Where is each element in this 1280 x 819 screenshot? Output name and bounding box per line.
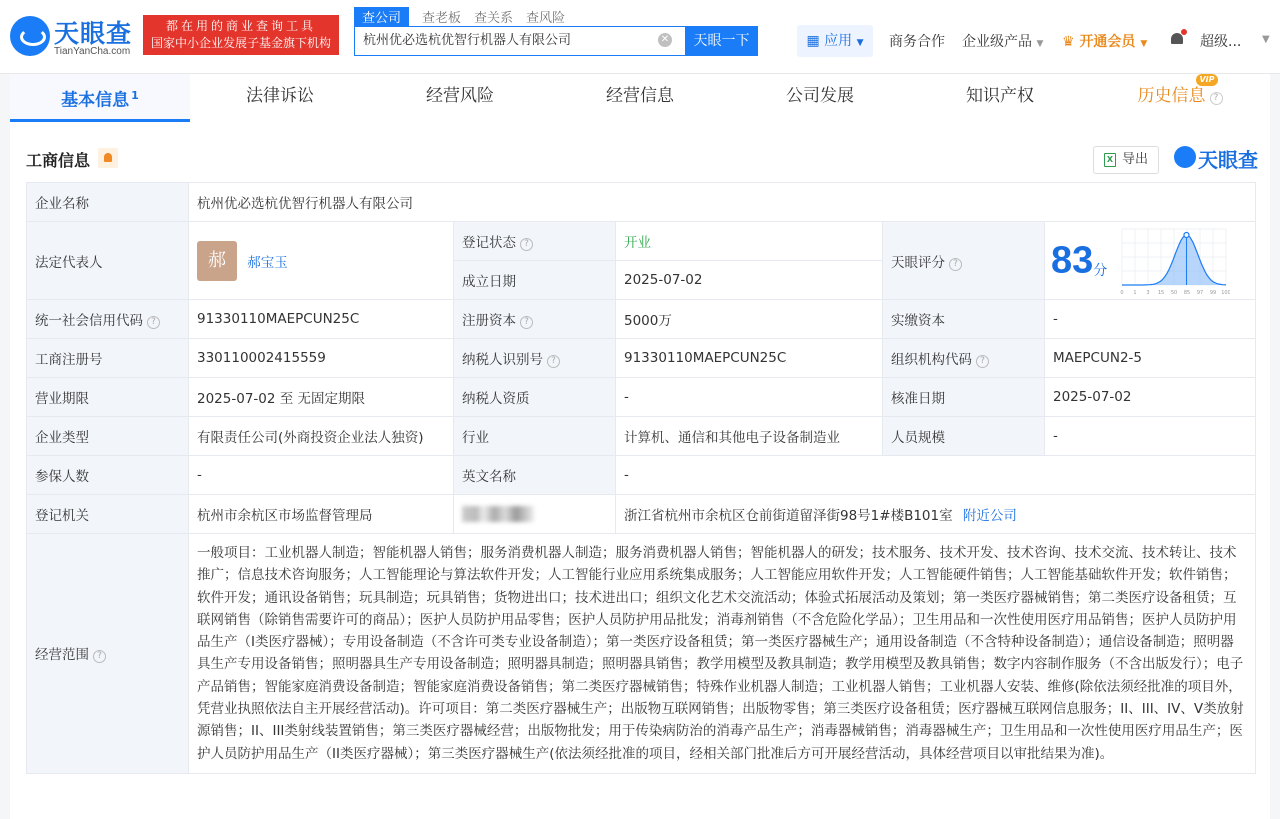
chart-tick-label: 1 [1132,289,1137,296]
excel-icon: X [1104,153,1116,167]
top-header [0,0,1280,74]
label-taxpayer-id [454,339,616,378]
grid-icon: ▦ [806,33,820,49]
help-icon[interactable]: ? [520,316,533,329]
caret-down-icon: ▼ [1036,39,1044,49]
caret-down-icon[interactable]: ▼ [1262,34,1270,45]
help-icon[interactable]: ? [520,238,533,251]
tab-label: 基本信息 [61,90,130,111]
label-staff: 人员规模 [883,417,1045,456]
value-authority: 杭州市余杭区市场监督管理局 [189,495,454,534]
label-term: 营业期限 [27,378,189,417]
notification-bell-icon[interactable] [1170,32,1184,46]
search-tab-company[interactable]: 查公司 [354,7,409,26]
value-reg-no: 330110002415559 [189,339,454,378]
label-en-name: 英文名称 [454,456,616,495]
legal-rep-avatar[interactable]: 郝 [197,241,237,281]
apps-menu-button[interactable] [797,25,873,57]
search-tab-boss[interactable]: 查老板 [422,11,462,26]
chart-tick-label: 3 [1145,289,1150,296]
business-info-table [26,182,1256,774]
value-legal-rep [189,222,454,300]
label-credit-code [27,300,189,339]
tab-development[interactable]: 公司发展 [786,86,854,106]
label-text: 注册资本 [462,313,516,329]
value-industry: 计算机、通信和其他电子设备制造业 [616,417,883,456]
label-legal-rep: 法定代表人 [27,222,189,300]
label-text: 纳税人识别号 [462,352,543,368]
export-button[interactable]: 导出 [1093,146,1159,174]
help-icon[interactable]: ? [949,258,962,271]
help-icon[interactable]: ? [93,650,106,663]
main-tabs [10,74,1270,122]
value-company-name: 杭州优必选杭优智行机器人有限公司 [189,183,1256,222]
value-term: 2025-07-02 至 无固定期限 [189,378,454,417]
nav-vip-label: 开通会员 [1079,34,1136,50]
crown-icon: ♛ [1062,34,1075,50]
nav-open-vip[interactable] [1062,31,1147,51]
slogan-line-2: 国家中小企业发展子基金旗下机构 [151,36,332,50]
caret-down-icon: ▼ [1140,39,1148,49]
tab-count: 1 [131,89,139,102]
site-logo[interactable] [10,16,140,58]
tab-risk[interactable]: 经营风险 [426,86,494,106]
blurred-label [462,506,534,522]
tab-legal[interactable]: 法律诉讼 [246,86,314,106]
nav-enterprise-label: 企业级产品 [962,34,1032,50]
value-org-code: MAEPCUN2-5 [1045,339,1256,378]
label-company-name: 企业名称 [27,183,189,222]
label-text: 经营范围 [35,647,89,664]
vip-badge: VIP [1196,74,1218,86]
slogan-banner [143,15,339,55]
legal-rep-link[interactable]: 郝宝玉 [247,254,288,271]
label-scope [27,534,189,774]
label-score [883,222,1045,300]
search-tab-risk[interactable]: 查风险 [526,11,566,26]
caret-down-icon: ▼ [856,38,864,48]
score-unit: 分 [1093,262,1108,279]
tab-operation[interactable]: 经营信息 [606,86,674,106]
label-paid-capital: 实缴资本 [883,300,1045,339]
address-text: 浙江省杭州市余杭区仓前街道留泽街98号1#楼B101室 [624,508,953,524]
nearby-companies-link[interactable]: 附近公司 [962,508,1017,524]
label-found-date: 成立日期 [454,261,616,300]
logo-eye-icon [10,16,50,56]
tab-label: 历史信息 [1137,86,1206,106]
value-paid-capital: - [1045,300,1256,339]
label-insured: 参保人数 [27,456,189,495]
label-text: 统一社会信用代码 [35,313,143,329]
value-taxpayer-id: 91330110MAEPCUN25C [616,339,883,378]
chart-score-marker [1184,232,1189,237]
chart-tick-label: 85 [1183,289,1190,296]
label-approve-date: 核准日期 [883,378,1045,417]
chart-tick-label: 50 [1170,289,1177,296]
value-staff: - [1045,417,1256,456]
value-address [616,495,1256,534]
value-reg-status: 开业 [616,222,883,261]
search-button[interactable]: 天眼一下 [685,26,758,56]
label-tax-qual: 纳税人资质 [454,378,616,417]
label-reg-status [454,222,616,261]
chart-tick-label: 100 [1220,289,1230,296]
subscribe-bell-icon[interactable] [98,148,118,168]
logo-text: 天眼查 [54,19,133,48]
nav-user[interactable]: 超级... [1200,34,1242,50]
value-approve-date: 2025-07-02 [1045,378,1256,417]
value-found-date: 2025-07-02 [616,261,883,300]
label-text: 天眼评分 [891,254,945,271]
chart-tick-label: 97 [1196,289,1203,296]
value-score[interactable] [1045,222,1256,300]
label-org-code [883,339,1045,378]
brand-watermark: 天眼查 [1198,148,1258,172]
help-icon: ? [1210,92,1223,105]
value-credit-code: 91330110MAEPCUN25C [189,300,454,339]
value-company-type: 有限责任公司(外商投资企业法人独资) [189,417,454,456]
slogan-line-1: 都在用的商业查询工具 [165,19,316,33]
search-input[interactable]: 杭州优必选杭优智行机器人有限公司 [354,26,686,56]
value-en-name: - [616,456,1256,495]
help-icon[interactable]: ? [147,316,160,329]
label-company-type: 企业类型 [27,417,189,456]
help-icon[interactable]: ? [976,355,989,368]
label-reg-no: 工商注册号 [27,339,189,378]
search-type-tabs [354,7,578,25]
logo-domain: TianYanCha.com [54,46,131,57]
tab-ip[interactable]: 知识产权 [966,86,1034,106]
chart-tick-label: 99 [1209,289,1216,296]
nav-enterprise-products[interactable] [962,31,1043,51]
brand-logo-icon [1174,146,1196,168]
clear-search-icon[interactable]: ✕ [658,33,672,47]
label-text: 登记状态 [462,235,516,251]
chart-tick-label: 0 [1119,289,1124,296]
nav-business[interactable]: 商务合作 [889,34,945,50]
label-address-blurred [454,495,616,534]
section-title: 工商信息 [26,151,91,170]
value-reg-capital: 5000万 [616,300,883,339]
help-icon[interactable]: ? [547,355,560,368]
score-distribution-chart [1118,225,1230,297]
business-info-card [10,122,1270,819]
label-text: 组织机构代码 [891,352,972,368]
label-authority: 登记机关 [27,495,189,534]
value-scope: 一般项目：工业机器人制造；智能机器人销售；服务消费机器人制造；服务消费机器人销售；智能机器人的研发；技术服务、技术开发、技术咨询、技术交流、技术转让、技术推广；信息技术咨询服务；人工智能理论与算法软件开发；人工智能行业应用系统集成服务；人工智能应用软件开发；人工智能硬件销售；人工智能基础软件开发；软件销售；软件开发；通讯设备销售；玩具制造；玩具销售；货物进出口；技术进出口；组织文化艺术交流活动；体验式拓展活动及策划；第一类医疗器械销售；第二类医疗设备租赁；互联网销售（除销售需要许可的商品）；医护人员防护用品零售；医护人员防护用品批发；消毒剂销售（不含危险化学品）；卫生用品和一次性使用医疗用品销售；医护人员防护用品生产（I类医疗器械）；专用设备制造（不含许可类专业设备制造）；第一类医疗设备租赁；第一类医疗器械生产；通用设备制造（不含特种设备制造）；通信设备制造；照明器具生产专用设备销售；照明器具生产专用设备制造；照明器具制造；照明器具销售；教学用模型及教具制造；教学用模型及教具销售；数字内容制作服务（不含出版发行）；电子产品销售；智能家庭消费设备制造；智能家庭消费设备销售；第二类医疗器械销售；特殊作业机器人制造；工业机器人销售；工业机器人安装、维修(除依法须经批准的项目外，凭营业执照依法自主开展经营活动)。许可项目：第二类医疗器械生产；出版物互联网销售；出版物零售；第三类医疗设备租赁；医疗器械互联网信息服务；II、III、IV、V类放射源销售；II、III类射线装置销售；第三类医疗器械经营；出版物批发；用于传染病防治的消毒产品生产；消毒器械销售；消毒器械生产；卫生用品和一次性使用医疗用品生产；医护人员防护用品生产（II类医疗器械）；第三类医疗器械生产(依法须经批准的项目，经相关部门批准后方可开展经营活动，具体经营项目以审批结果为准)。 [189,534,1256,774]
score-number: 83 [1051,239,1094,281]
search-tab-relation[interactable]: 查关系 [474,11,514,26]
tab-history[interactable] [1090,74,1270,122]
chart-tick-label: 15 [1157,289,1164,296]
tab-basic-info[interactable] [10,74,190,122]
value-tax-qual: - [616,378,883,417]
label-industry: 行业 [454,417,616,456]
apps-label: 应用 [824,33,853,49]
label-reg-capital [454,300,616,339]
value-insured: - [189,456,454,495]
